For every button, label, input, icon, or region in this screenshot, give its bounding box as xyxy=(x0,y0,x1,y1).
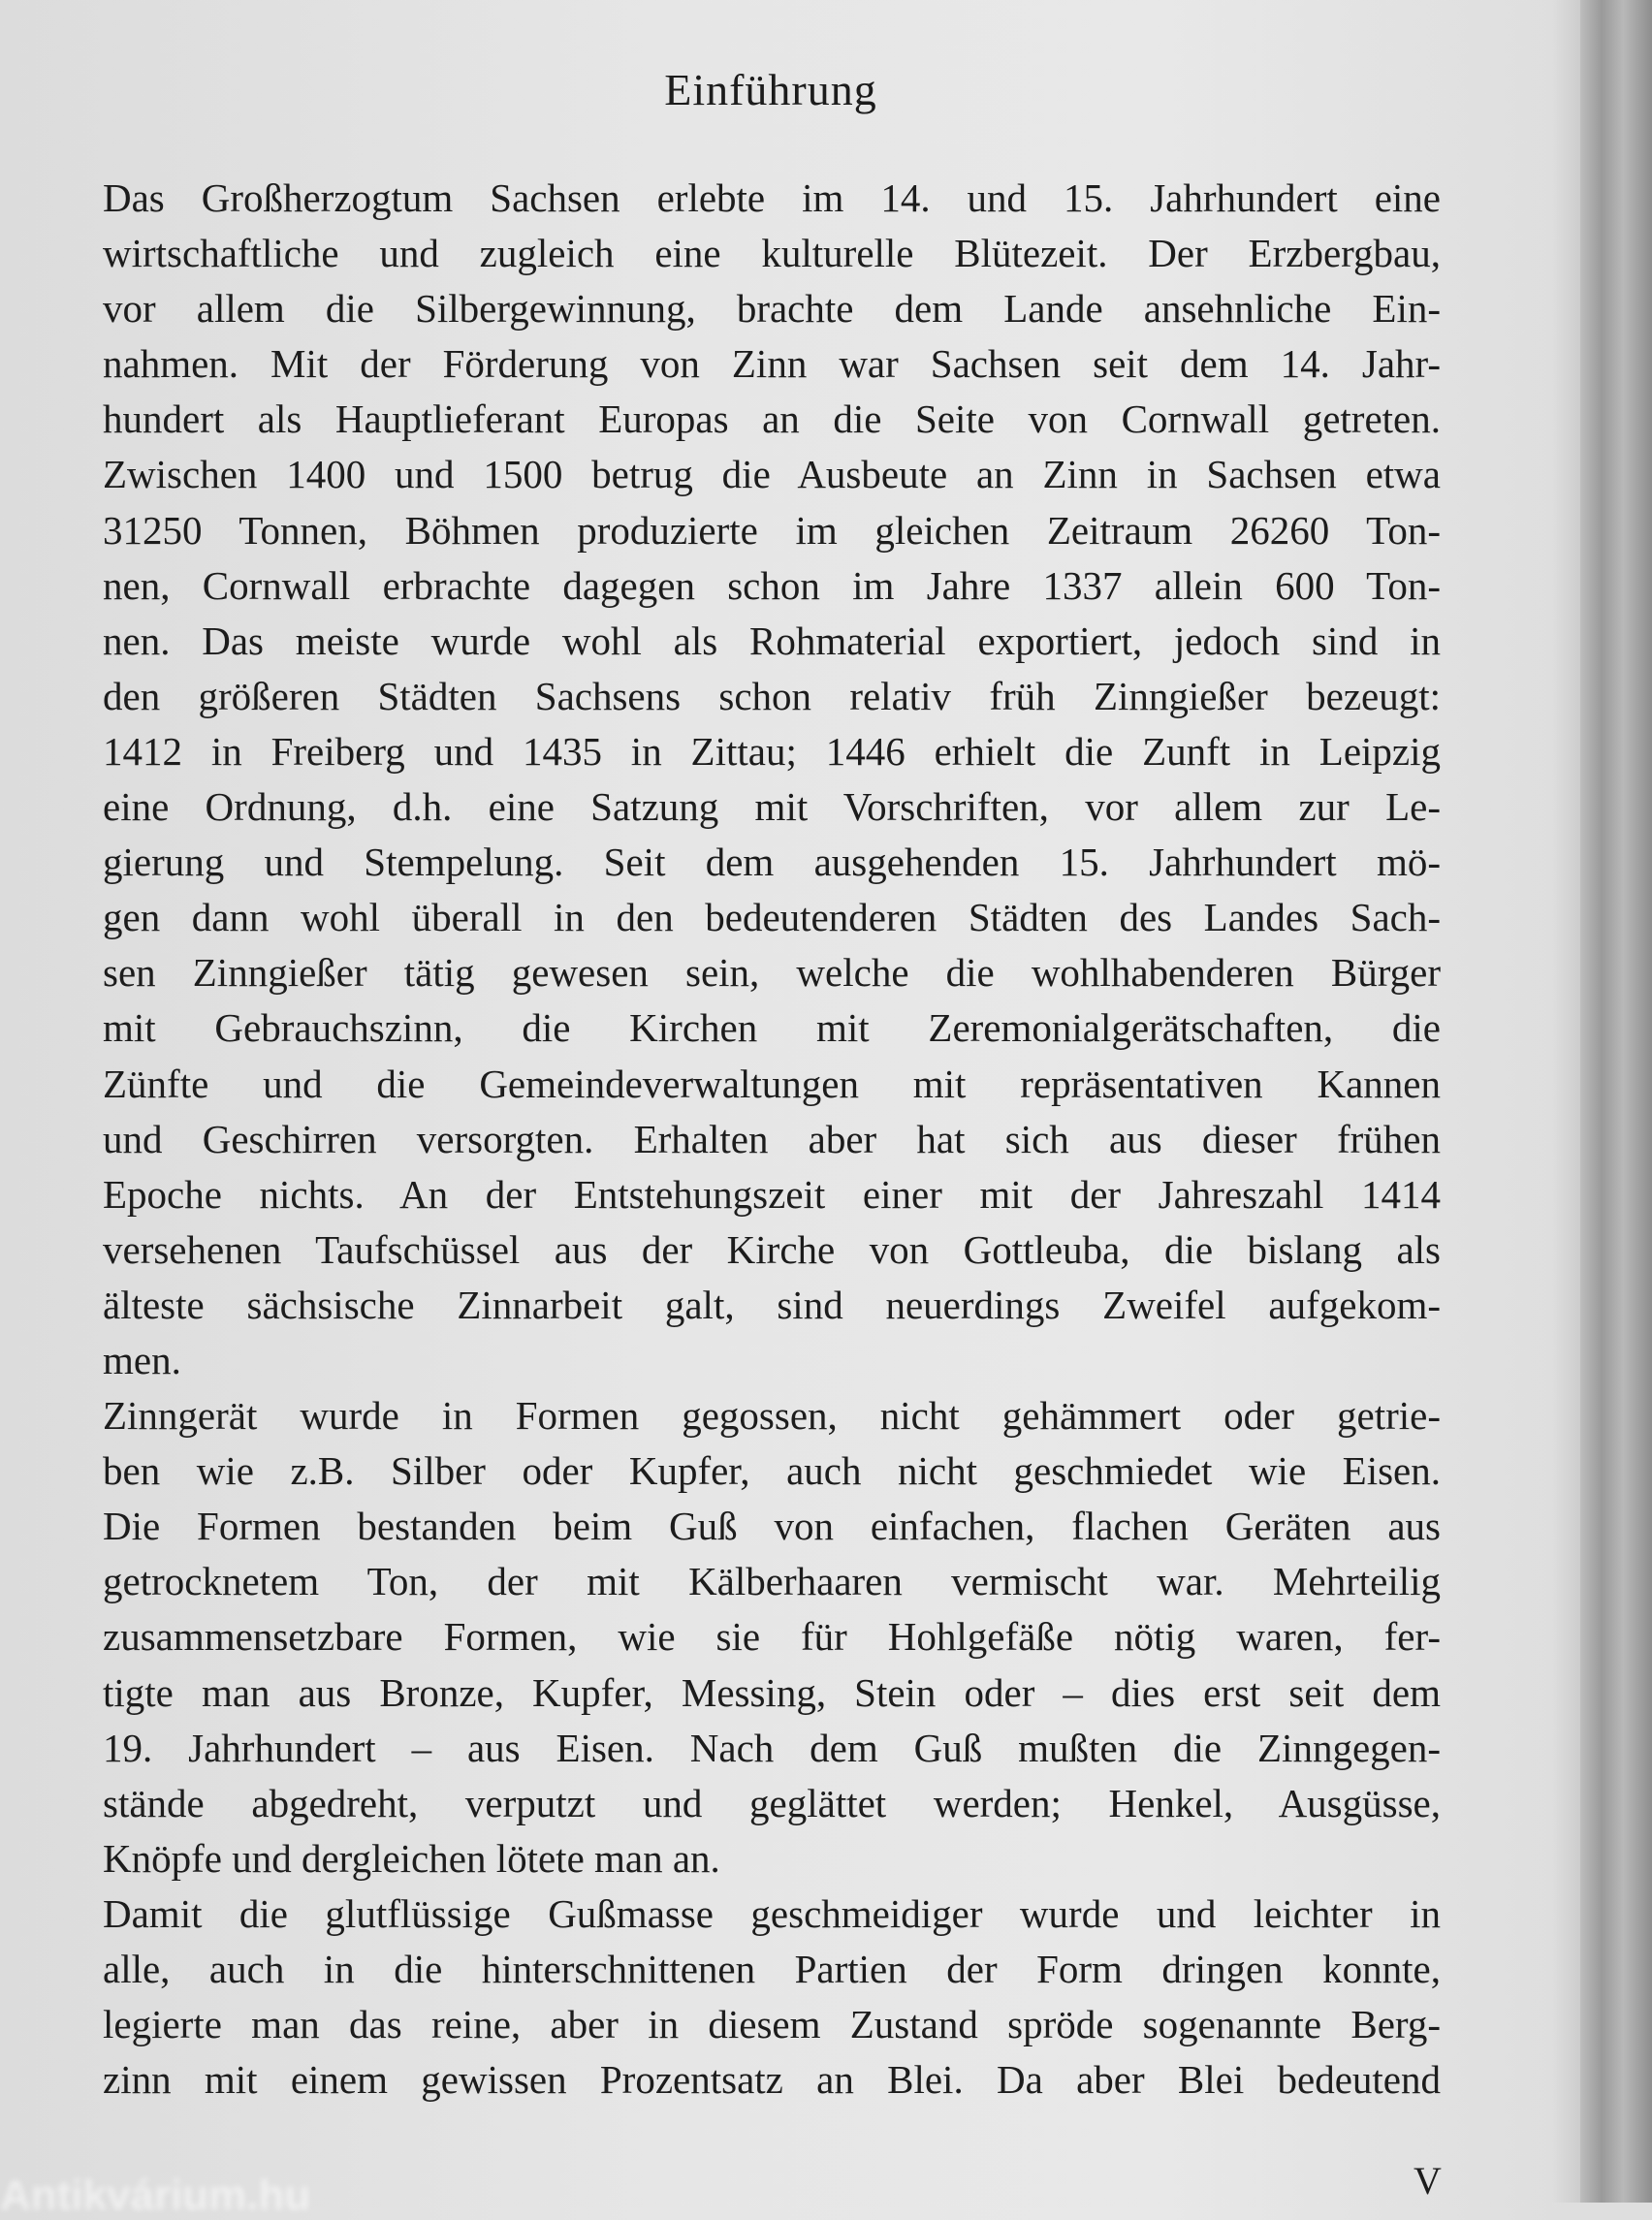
text-line: Zinngerät wurde in Formen gegossen, nicht gehämmert oder getrie- xyxy=(103,1393,1441,1439)
text-line: zusammensetzbare Formen, wie sie für Hohlgefäße nötig waren, fer- xyxy=(103,1614,1441,1660)
text-line: den größeren Städten Sachsens schon relativ früh Zinngießer bezeugt: xyxy=(103,673,1441,718)
text-line: und Geschirren versorgten. Erhalten aber hat sich aus dieser frühen xyxy=(103,1116,1441,1161)
paragraph xyxy=(103,1388,1441,1887)
text-line: 1412 in Freiberg und 1435 in Zittau; 1446 erhielt die Zunft in Leipzig xyxy=(103,728,1441,774)
text-line: 31250 Tonnen, Böhmen produzierte im gleichen Zeitraum 26260 Ton- xyxy=(103,507,1441,553)
text-line: Zünfte und die Gemeindeverwaltungen mit repräsentativen Kannen xyxy=(103,1061,1441,1106)
text-line: zinn mit einem gewissen Prozentsatz an Blei. Da aber Blei bedeutend xyxy=(103,2057,1441,2103)
text-line: gen dann wohl überall in den bedeutenderen Städten des Landes Sach- xyxy=(103,895,1441,940)
page-title: Einführung xyxy=(664,65,877,114)
text-line: Knöpfe und dergleichen lötete man an. xyxy=(103,1835,720,1881)
text-line: stände abgedreht, verputzt und geglättet werden; Henkel, Ausgüsse, xyxy=(103,1780,1441,1825)
text-line: men. xyxy=(103,1337,181,1382)
text-line: getrocknetem Ton, der mit Kälberhaaren vermischt war. Mehrteilig xyxy=(103,1559,1441,1604)
text-line: Das Großherzogtum Sachsen erlebte im 14. und 15. Jahrhundert eine xyxy=(103,175,1441,220)
text-line: hundert als Hauptlieferant Europas an die Seite von Cornwall getreten. xyxy=(103,396,1441,442)
text-line: nahmen. Mit der Förderung von Zinn war Sachsen seit dem 14. Jahr- xyxy=(103,341,1441,387)
text-line: mit Gebrauchszinn, die Kirchen mit Zeremonialgerätschaften, die xyxy=(103,1005,1441,1051)
text-line: versehenen Taufschüssel aus der Kirche von Gottleuba, die bislang als xyxy=(103,1226,1441,1272)
text-line: vor allem die Silbergewinnung, brachte dem Lande ansehnliche Ein- xyxy=(103,286,1441,332)
text-line: gierung und Stempelung. Seit dem ausgehenden 15. Jahrhundert mö- xyxy=(103,840,1441,885)
page-number: V xyxy=(1414,2159,1442,2203)
text-line: 19. Jahrhundert – aus Eisen. Nach dem Guß mußten die Zinngegen- xyxy=(103,1725,1441,1770)
text-line: wirtschaftliche und zugleich eine kulturelle Blütezeit. Der Erzbergbau, xyxy=(103,231,1441,276)
text-line: sen Zinngießer tätig gewesen sein, welche die wohlhabenderen Bürger xyxy=(103,950,1441,996)
text-line: legierte man das reine, aber in diesem Zustand spröde sogenannte Berg- xyxy=(103,2002,1441,2047)
text-line: eine Ordnung, d.h. eine Satzung mit Vorschriften, vor allem zur Le- xyxy=(103,784,1441,830)
text-line: Zwischen 1400 und 1500 betrug die Ausbeute an Zinn in Sachsen etwa xyxy=(103,452,1441,497)
text-line: ben wie z.B. Silber oder Kupfer, auch nicht geschmiedet wie Eisen. xyxy=(103,1448,1441,1494)
text-line: älteste sächsische Zinnarbeit galt, sind neuerdings Zweifel aufgekom- xyxy=(103,1282,1441,1327)
text-line: nen, Cornwall erbrachte dagegen schon im Jahre 1337 allein 600 Ton- xyxy=(103,562,1441,608)
text-line: nen. Das meiste wurde wohl als Rohmaterial exportiert, jedoch sind in xyxy=(103,618,1441,663)
paragraph xyxy=(103,1887,1441,2108)
text-line: Damit die glutflüssige Gußmasse geschmeidiger wurde und leichter in xyxy=(103,1890,1441,1936)
book-edge xyxy=(1580,0,1652,2203)
text-line: tigte man aus Bronze, Kupfer, Messing, Stein oder – dies erst seit dem xyxy=(103,1669,1441,1715)
page-gutter-shadow xyxy=(1551,0,1580,2203)
text-line: Epoche nichts. An der Entstehungszeit einer mit der Jahreszahl 1414 xyxy=(103,1171,1441,1217)
text-line: Die Formen bestanden beim Guß von einfachen, flachen Geräten aus xyxy=(103,1504,1441,1549)
paragraph xyxy=(103,171,1441,1388)
text-line: alle, auch in die hinterschnittenen Partien der Form dringen konnte, xyxy=(103,1947,1441,1991)
body-text xyxy=(103,171,1441,2108)
watermark: Antikvárium.hu xyxy=(0,2172,311,2219)
